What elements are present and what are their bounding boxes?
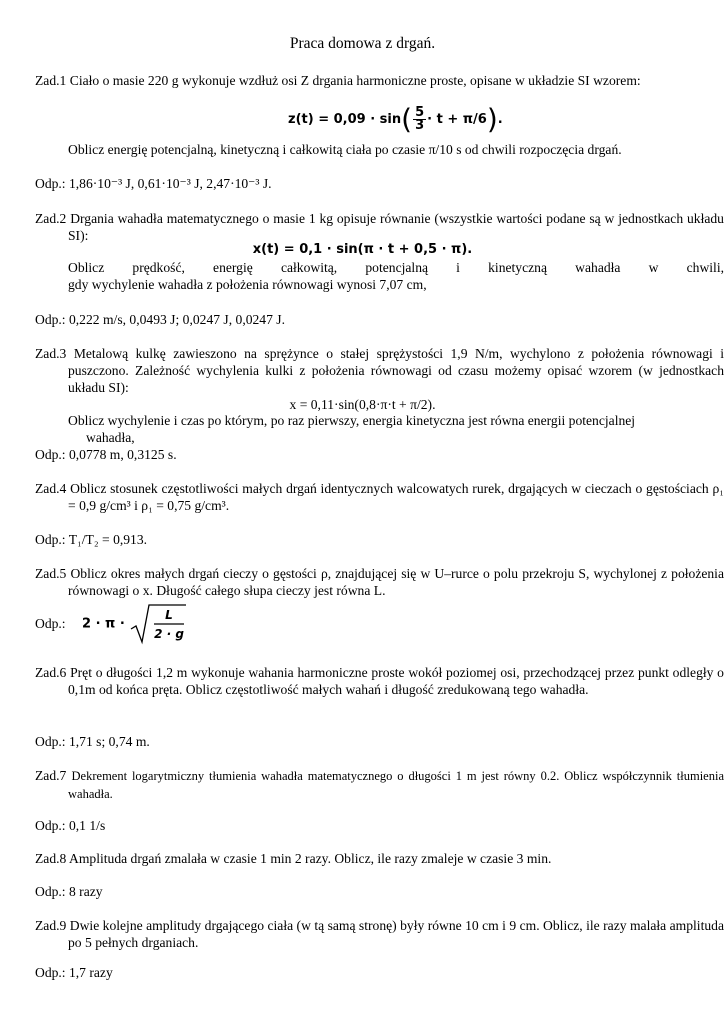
- problem-8-label: Zad.8: [35, 851, 67, 866]
- problem-3-answer: Odp.: 0,0778 m, 0,3125 s.: [35, 447, 177, 462]
- problem-2-task-line-1: Oblicz prędkość, energię całkowitą, potencjalną i kinetyczną wahadła w chwili,: [68, 260, 724, 275]
- problem-5-label: Zad.5: [35, 566, 67, 581]
- problem-8-answer: Odp.: 8 razy: [35, 884, 103, 899]
- problem-7-text: Dekrement logarytmiczny tłumienia wahadła matematycznego o długości 1 m jest równy 0.2. Oblicz współczynnik tłumienia wahadła.: [68, 769, 725, 801]
- problem-5: [35, 565, 724, 599]
- problem-4-answer: Odp.: T₁/T₂ = 0,913.: [35, 532, 148, 547]
- problem-9-answer: Odp.: 1,7 razy: [35, 965, 113, 980]
- problem-5-answer-label: Odp.:: [35, 616, 66, 631]
- problem-4-label: Zad.4: [35, 481, 67, 496]
- problem-7-answer: Odp.: 0,1 1/s: [35, 818, 106, 833]
- problem-8: [35, 850, 724, 867]
- problem-7-label: Zad.7: [35, 768, 67, 783]
- problem-1-equation: z(t) = 0,09 · sin( $\frac{5}{3}$ · t + π/6).: [288, 102, 503, 136]
- problem-1-label: Zad.1: [35, 73, 67, 88]
- problem-3: [35, 345, 724, 396]
- problem-2-equation: x(t) = 0,1 · sin(π · t + 0,5 · π).: [252, 242, 473, 257]
- problem-2-text: Drgania wahadła matematycznego o masie 1 kg opisuje równanie (wszystkie wartości podane są w jednostkach układu SI):: [68, 211, 724, 243]
- problem-6-text: Pręt o długości 1,2 m wykonuje wahania harmoniczne proste wokół poziomej osi, przechodzącej przez punkt odległy o 0,1m od końca pręta. Oblicz częstotliwość małych wahań i długość zredukowaną tego wahadła.: [68, 665, 724, 697]
- problem-2-label: Zad.2: [35, 211, 67, 226]
- page-title: Praca domowa z drgań.: [289, 35, 436, 52]
- problem-2-task-line-2: gdy wychylenie wahadła z położenia równowagi wynosi 7,07 cm,: [68, 277, 427, 292]
- problem-9-label: Zad.9: [35, 918, 67, 933]
- problem-9-text: Dwie kolejne amplitudy drgającego ciała (w tą samą stronę) były równe 10 cm i 9 cm. Oblicz, ile razy malała amplituda po 5 pełnych drganiach.: [68, 918, 724, 950]
- problem-6-label: Zad.6: [35, 665, 67, 680]
- problem-3-text: Metalową kulkę zawieszono na sprężynce o stałej sprężystości 1,9 N/m, wychylono z położenia równowagi i puszczono. Zależność wychylenia kulki z położenia równowagi od czasu możemy opisać wzorem (w jednostkach układu SI):: [68, 346, 725, 395]
- problem-3-equation: x = 0,11·sin(0,8·π·t + π/2).: [289, 397, 436, 412]
- problem-6: [35, 664, 724, 698]
- svg-text:2 · g: 2 · g: [154, 627, 185, 641]
- problem-3-label: Zad.3: [35, 346, 67, 361]
- problem-5-answer-formula: 2 · π · L 2 · g: [82, 603, 187, 645]
- problem-4-text: Oblicz stosunek częstotliwości małych drgań identycznych walcowatych rurek, drgających w cieczach o gęstościach ρ₁ = 0,9 g/cm³ i ρ₁ = 0,75 g/cm³.: [68, 481, 724, 513]
- problem-1-text: Ciało o masie 220 g wykonuje wzdłuż osi Z drgania harmoniczne proste, opisane w układzie SI wzorem:: [69, 73, 641, 88]
- problem-6-answer: Odp.: 1,71 s; 0,74 m.: [35, 734, 150, 749]
- problem-3-task: Oblicz wychylenie i czas po którym, po raz pierwszy, energia kinetyczna jest równa energii potencjalnej: [68, 413, 636, 428]
- sqrt-symbol: [129, 603, 187, 645]
- problem-2: [35, 210, 724, 244]
- problem-5-text: Oblicz okres małych drgań cieczy o gęstości ρ, znajdującej się w U–rurce o polu przekroju S, wychylonej z położenia równowagi o x. Długość całego słupa cieczy jest równa L.: [68, 566, 724, 598]
- problem-1-answer: Odp.: 1,86·10⁻³ J, 0,61·10⁻³ J, 2,47·10⁻³ J.: [35, 176, 272, 191]
- problem-1: [35, 72, 724, 89]
- problem-2-answer: Odp.: 0,222 m/s, 0,0493 J; 0,0247 J, 0,0247 J.: [35, 312, 285, 327]
- svg-text:L: L: [165, 608, 174, 622]
- problem-3-task-cont: wahadła,: [86, 430, 135, 445]
- problem-9: [35, 917, 724, 951]
- problem-7: [35, 767, 724, 803]
- problem-8-text: Amplituda drgań zmalała w czasie 1 min 2 razy. Oblicz, ile razy zmaleje w czasie 3 min.: [69, 851, 552, 866]
- problem-1-task: Oblicz energię potencjalną, kinetyczną i całkowitą ciała po czasie π/10 s od chwili rozpoczęcia drgań.: [68, 142, 622, 157]
- problem-4: [35, 480, 724, 514]
